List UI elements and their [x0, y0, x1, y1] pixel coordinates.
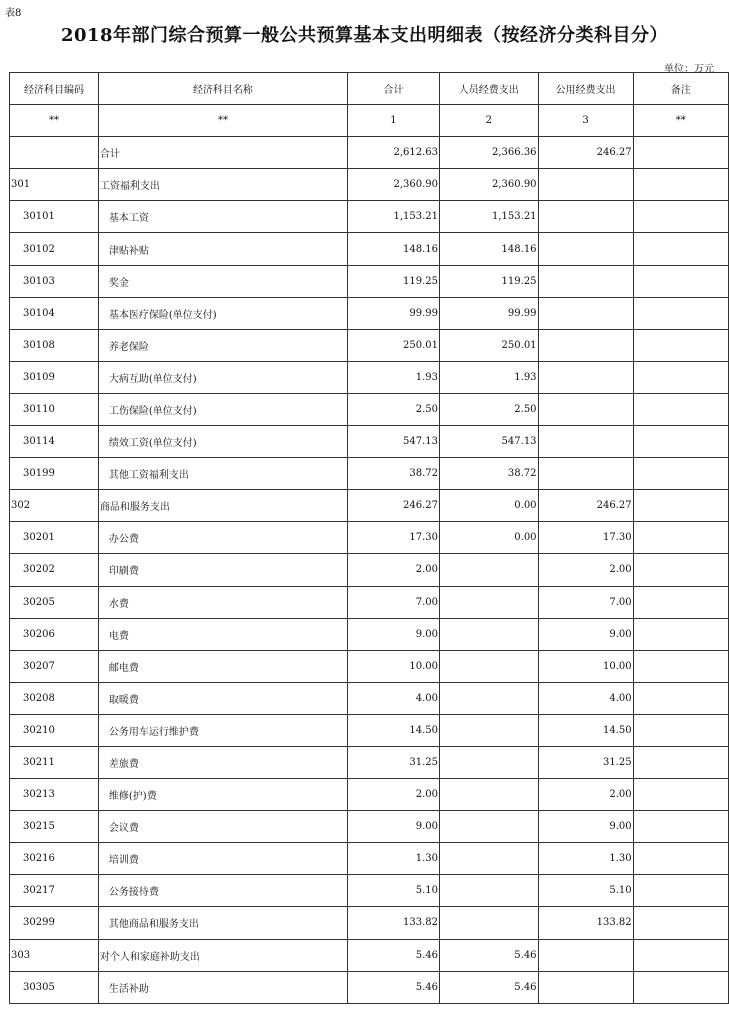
- col-header-total: 合计: [347, 73, 439, 105]
- table-row: [10, 490, 729, 522]
- table-row: [10, 811, 729, 843]
- row-public-cell: 31.25: [538, 746, 633, 778]
- row-name-cell: 生活补助: [98, 971, 347, 1003]
- table-row: [10, 137, 729, 169]
- row-note-cell: [633, 522, 728, 554]
- row-name-cell: 津贴补贴: [98, 233, 347, 265]
- row-note-cell: [633, 586, 728, 618]
- row-public-cell: 9.00: [538, 618, 633, 650]
- row-name-cell: 大病互助(单位支付): [98, 361, 347, 393]
- row-total-cell: 1,153.21: [347, 201, 439, 233]
- row-personnel-cell: [440, 618, 539, 650]
- row-personnel-cell: [440, 714, 539, 746]
- row-personnel-cell: 0.00: [440, 522, 539, 554]
- row-personnel-cell: 0.00: [440, 490, 539, 522]
- row-personnel-cell: [440, 907, 539, 939]
- row-personnel-cell: [440, 746, 539, 778]
- col-header-public: 公用经费支出: [538, 73, 633, 105]
- row-code-cell: 30109: [10, 361, 99, 393]
- row-name-cell: 基本医疗保险(单位支付): [98, 297, 347, 329]
- row-note-cell: [633, 329, 728, 361]
- row-name-cell: 会议费: [98, 811, 347, 843]
- row-personnel-cell: [440, 843, 539, 875]
- row-total-cell: 1.93: [347, 361, 439, 393]
- row-personnel-cell: [440, 554, 539, 586]
- row-name-cell: 商品和服务支出: [98, 490, 347, 522]
- row-total-cell: 99.99: [347, 297, 439, 329]
- row-code-cell: 302: [10, 490, 99, 522]
- row-total-cell: 119.25: [347, 265, 439, 297]
- row-note-cell: [633, 907, 728, 939]
- row-code-cell: 30205: [10, 586, 99, 618]
- index-cell: 1: [347, 105, 439, 137]
- table-row: [10, 297, 729, 329]
- row-public-cell: [538, 971, 633, 1003]
- index-cell: **: [633, 105, 728, 137]
- row-code-cell: 30299: [10, 907, 99, 939]
- row-code-cell: 303: [10, 939, 99, 971]
- row-public-cell: 2.00: [538, 554, 633, 586]
- row-personnel-cell: 250.01: [440, 329, 539, 361]
- row-note-cell: [633, 297, 728, 329]
- row-note-cell: [633, 971, 728, 1003]
- row-name-cell: 办公费: [98, 522, 347, 554]
- row-total-cell: 10.00: [347, 650, 439, 682]
- row-total-cell: 7.00: [347, 586, 439, 618]
- col-header-personnel: 人员经费支出: [440, 73, 539, 105]
- row-code-cell: 30207: [10, 650, 99, 682]
- row-code-cell: 30108: [10, 329, 99, 361]
- table-row: [10, 939, 729, 971]
- row-public-cell: 246.27: [538, 490, 633, 522]
- row-code-cell: 30202: [10, 554, 99, 586]
- row-total-cell: 2.00: [347, 779, 439, 811]
- header-row: [10, 73, 729, 105]
- row-public-cell: [538, 169, 633, 201]
- table-row: [10, 554, 729, 586]
- index-cell: **: [98, 105, 347, 137]
- row-total-cell: 17.30: [347, 522, 439, 554]
- index-cell: 3: [538, 105, 633, 137]
- table-row: [10, 329, 729, 361]
- row-total-cell: 9.00: [347, 811, 439, 843]
- row-note-cell: [633, 682, 728, 714]
- row-note-cell: [633, 939, 728, 971]
- table-row: [10, 522, 729, 554]
- row-note-cell: [633, 426, 728, 458]
- row-personnel-cell: 148.16: [440, 233, 539, 265]
- row-total-cell: 5.46: [347, 939, 439, 971]
- row-total-cell: 547.13: [347, 426, 439, 458]
- row-code-cell: 30211: [10, 746, 99, 778]
- row-personnel-cell: 2.50: [440, 393, 539, 425]
- table-row: [10, 233, 729, 265]
- row-personnel-cell: 99.99: [440, 297, 539, 329]
- row-note-cell: [633, 361, 728, 393]
- row-total-cell: 133.82: [347, 907, 439, 939]
- col-header-name: 经济科目名称: [98, 73, 347, 105]
- row-name-cell: 工资福利支出: [98, 169, 347, 201]
- row-public-cell: 14.50: [538, 714, 633, 746]
- unit-label: 单位：万元: [664, 64, 714, 75]
- col-header-note: 备注: [633, 73, 728, 105]
- index-cell: **: [10, 105, 99, 137]
- row-public-cell: 133.82: [538, 907, 633, 939]
- row-personnel-cell: 119.25: [440, 265, 539, 297]
- row-public-cell: [538, 297, 633, 329]
- row-note-cell: [633, 201, 728, 233]
- row-total-cell: 5.10: [347, 875, 439, 907]
- table-row: [10, 682, 729, 714]
- row-code-cell: [10, 137, 99, 169]
- row-personnel-cell: [440, 779, 539, 811]
- row-personnel-cell: [440, 875, 539, 907]
- index-cell: 2: [440, 105, 539, 137]
- row-total-cell: 14.50: [347, 714, 439, 746]
- table-row: [10, 265, 729, 297]
- row-personnel-cell: 2,366.36: [440, 137, 539, 169]
- row-code-cell: 30104: [10, 297, 99, 329]
- row-name-cell: 养老保险: [98, 329, 347, 361]
- row-name-cell: 维修(护)费: [98, 779, 347, 811]
- row-note-cell: [633, 714, 728, 746]
- table-row: [10, 458, 729, 490]
- row-name-cell: 电费: [98, 618, 347, 650]
- row-note-cell: [633, 490, 728, 522]
- row-note-cell: [633, 554, 728, 586]
- row-name-cell: 工伤保险(单位支付): [98, 393, 347, 425]
- row-public-cell: [538, 426, 633, 458]
- table-row: [10, 361, 729, 393]
- row-total-cell: 2,360.90: [347, 169, 439, 201]
- row-total-cell: 246.27: [347, 490, 439, 522]
- row-code-cell: 30206: [10, 618, 99, 650]
- row-total-cell: 38.72: [347, 458, 439, 490]
- row-public-cell: [538, 361, 633, 393]
- row-personnel-cell: 1.93: [440, 361, 539, 393]
- row-code-cell: 30110: [10, 393, 99, 425]
- row-note-cell: [633, 458, 728, 490]
- table-row: [10, 714, 729, 746]
- row-name-cell: 培训费: [98, 843, 347, 875]
- row-total-cell: 1.30: [347, 843, 439, 875]
- row-code-cell: 30208: [10, 682, 99, 714]
- table-number: 表8: [5, 8, 22, 19]
- table-row: [10, 971, 729, 1003]
- row-personnel-cell: 547.13: [440, 426, 539, 458]
- row-code-cell: 301: [10, 169, 99, 201]
- row-note-cell: [633, 265, 728, 297]
- table-row: [10, 779, 729, 811]
- table-row: [10, 393, 729, 425]
- row-total-cell: 148.16: [347, 233, 439, 265]
- row-public-cell: 2.00: [538, 779, 633, 811]
- table-row: [10, 169, 729, 201]
- table-row: [10, 875, 729, 907]
- row-total-cell: 31.25: [347, 746, 439, 778]
- row-personnel-cell: 5.46: [440, 971, 539, 1003]
- row-total-cell: 9.00: [347, 618, 439, 650]
- row-code-cell: 30103: [10, 265, 99, 297]
- row-note-cell: [633, 811, 728, 843]
- row-code-cell: 30305: [10, 971, 99, 1003]
- table-row: [10, 426, 729, 458]
- row-name-cell: 对个人和家庭补助支出: [98, 939, 347, 971]
- row-total-cell: 2.00: [347, 554, 439, 586]
- row-name-cell: 邮电费: [98, 650, 347, 682]
- row-code-cell: 30216: [10, 843, 99, 875]
- row-personnel-cell: [440, 650, 539, 682]
- row-personnel-cell: [440, 682, 539, 714]
- row-name-cell: 印刷费: [98, 554, 347, 586]
- row-public-cell: 1.30: [538, 843, 633, 875]
- row-code-cell: 30199: [10, 458, 99, 490]
- table-row: [10, 201, 729, 233]
- row-personnel-cell: [440, 586, 539, 618]
- row-note-cell: [633, 650, 728, 682]
- row-public-cell: 5.10: [538, 875, 633, 907]
- index-row: [10, 105, 729, 137]
- row-name-cell: 取暖费: [98, 682, 347, 714]
- row-note-cell: [633, 746, 728, 778]
- row-code-cell: 30215: [10, 811, 99, 843]
- table-row: [10, 746, 729, 778]
- row-personnel-cell: [440, 811, 539, 843]
- table-row: [10, 650, 729, 682]
- row-public-cell: [538, 458, 633, 490]
- row-public-cell: [538, 265, 633, 297]
- row-note-cell: [633, 169, 728, 201]
- row-name-cell: 差旅费: [98, 746, 347, 778]
- row-name-cell: 水费: [98, 586, 347, 618]
- row-note-cell: [633, 843, 728, 875]
- budget-table: [9, 72, 729, 1004]
- row-public-cell: 7.00: [538, 586, 633, 618]
- row-name-cell: 其他商品和服务支出: [98, 907, 347, 939]
- row-public-cell: [538, 393, 633, 425]
- row-code-cell: 30101: [10, 201, 99, 233]
- row-public-cell: [538, 233, 633, 265]
- row-note-cell: [633, 618, 728, 650]
- row-name-cell: 奖金: [98, 265, 347, 297]
- table-row: [10, 907, 729, 939]
- row-code-cell: 30114: [10, 426, 99, 458]
- row-name-cell: 绩效工资(单位支付): [98, 426, 347, 458]
- row-public-cell: 246.27: [538, 137, 633, 169]
- row-note-cell: [633, 393, 728, 425]
- row-name-cell: 公务接待费: [98, 875, 347, 907]
- row-name-cell: 合计: [98, 137, 347, 169]
- row-note-cell: [633, 875, 728, 907]
- row-personnel-cell: 38.72: [440, 458, 539, 490]
- row-public-cell: [538, 329, 633, 361]
- row-note-cell: [633, 137, 728, 169]
- row-personnel-cell: 1,153.21: [440, 201, 539, 233]
- row-note-cell: [633, 779, 728, 811]
- row-code-cell: 30210: [10, 714, 99, 746]
- row-total-cell: 5.46: [347, 971, 439, 1003]
- row-name-cell: 其他工资福利支出: [98, 458, 347, 490]
- table-row: [10, 843, 729, 875]
- row-name-cell: 基本工资: [98, 201, 347, 233]
- row-total-cell: 250.01: [347, 329, 439, 361]
- table-row: [10, 618, 729, 650]
- col-header-code: 经济科目编码: [10, 73, 99, 105]
- row-total-cell: 4.00: [347, 682, 439, 714]
- page-title: 2018年部门综合预算一般公共预算基本支出明细表（按经济分类科目分）: [60, 25, 669, 46]
- row-public-cell: [538, 201, 633, 233]
- row-note-cell: [633, 233, 728, 265]
- row-code-cell: 30102: [10, 233, 99, 265]
- row-public-cell: 4.00: [538, 682, 633, 714]
- row-public-cell: [538, 939, 633, 971]
- row-public-cell: 9.00: [538, 811, 633, 843]
- row-name-cell: 公务用车运行维护费: [98, 714, 347, 746]
- table-row: [10, 586, 729, 618]
- row-personnel-cell: 5.46: [440, 939, 539, 971]
- row-code-cell: 30201: [10, 522, 99, 554]
- row-code-cell: 30217: [10, 875, 99, 907]
- row-total-cell: 2,612.63: [347, 137, 439, 169]
- row-code-cell: 30213: [10, 779, 99, 811]
- row-personnel-cell: 2,360.90: [440, 169, 539, 201]
- row-public-cell: 17.30: [538, 522, 633, 554]
- row-public-cell: 10.00: [538, 650, 633, 682]
- row-total-cell: 2.50: [347, 393, 439, 425]
